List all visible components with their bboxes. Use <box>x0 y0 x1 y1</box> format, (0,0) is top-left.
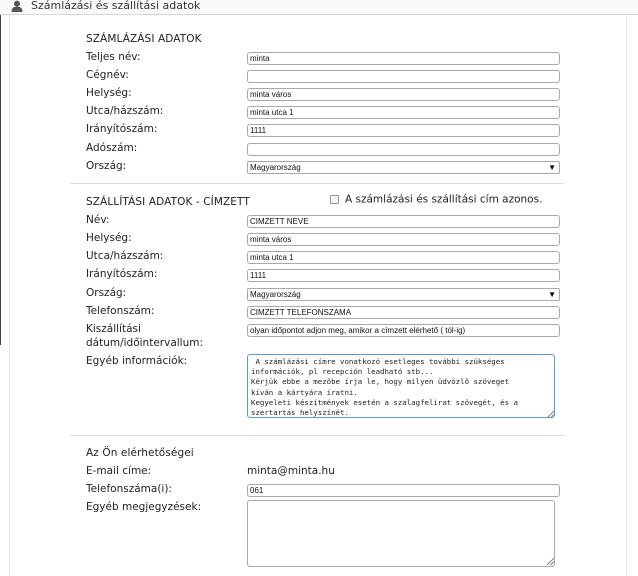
recipient-phone-label: Telefonszám: <box>86 305 155 317</box>
user-icon <box>11 0 23 12</box>
shipping-country-select[interactable] <box>247 288 560 301</box>
caret-down-icon: ▼ <box>548 163 556 172</box>
recipient-phone-input[interactable]: CIMZETT TELEFONSZAMA <box>247 306 560 319</box>
full-name-input[interactable]: minta <box>247 52 560 65</box>
resize-grip-icon[interactable] <box>547 411 554 418</box>
billing-country-select[interactable] <box>247 161 560 174</box>
delivery-time-label-line1: Kiszállítási <box>86 323 141 335</box>
phone-input[interactable]: 061 <box>247 484 560 497</box>
shipping-zip-input[interactable]: 1111 <box>247 269 560 282</box>
tax-number-input[interactable] <box>247 143 560 156</box>
divider <box>70 183 564 184</box>
other-info-label: Egyéb információk: <box>86 355 188 367</box>
recipient-name-label: Név: <box>86 214 110 226</box>
other-info-textarea[interactable]: A számlázási címre vonatkozó esetleges további szükséges információk, pl recepción leadható stb... Kérjük ebbe a mezőbe írja le, hogy milyen üdvözlő szöveget kíván a kártyára íratni. Kegyeleti készítmények esetén a szalagfelirat szövegét, és a szertartás helyszínét. <box>247 354 555 418</box>
left-rail <box>0 15 1 345</box>
billing-city-input[interactable]: minta város <box>247 88 560 101</box>
shipping-section-title: SZÁLLÍTÁSI ADATOK - CÍMZETT <box>86 196 250 208</box>
billing-zip-input[interactable]: 1111 <box>247 124 560 137</box>
billing-section-title: SZÁMLÁZÁSI ADATOK <box>86 33 202 45</box>
resize-grip-icon[interactable] <box>547 558 554 565</box>
company-input[interactable] <box>247 70 560 83</box>
shipping-city-input[interactable]: minta város <box>247 233 560 246</box>
shipping-street-label: Utca/házszám: <box>86 250 164 262</box>
notes-label: Egyéb megjegyzések: <box>86 501 202 513</box>
section-header <box>0 0 638 15</box>
delivery-time-label-line2: dátum/időintervallum: <box>86 337 204 349</box>
notes-textarea[interactable] <box>247 500 555 567</box>
same-address-checkbox[interactable] <box>330 195 339 204</box>
shipping-street-input[interactable]: minta utca 1 <box>247 251 560 264</box>
full-name-label: Teljes név: <box>86 51 141 63</box>
billing-country-label: Ország: <box>86 160 127 172</box>
phone-label: Telefonszáma(i): <box>86 483 172 495</box>
same-address-label: A számlázási és szállítási cím azonos. <box>345 193 543 206</box>
shipping-zip-label: Irányítószám: <box>86 268 158 280</box>
billing-street-label: Utca/házszám: <box>86 105 164 117</box>
billing-city-label: Helység: <box>86 87 132 99</box>
shipping-country-value: Magyarország <box>250 290 301 299</box>
recipient-name-input[interactable]: CIMZETT NEVE <box>247 215 560 228</box>
same-address-row[interactable] <box>330 189 542 208</box>
billing-country-value: Magyarország <box>250 163 301 172</box>
email-value: minta@minta.hu <box>247 465 335 477</box>
email-label: E-mail címe: <box>86 465 152 477</box>
divider <box>70 435 564 436</box>
tax-number-label: Adószám: <box>86 142 138 154</box>
billing-zip-label: Irányítószám: <box>86 123 158 135</box>
caret-down-icon: ▼ <box>548 290 556 299</box>
billing-street-input[interactable]: minta utca 1 <box>247 106 560 119</box>
shipping-country-label: Ország: <box>86 287 127 299</box>
delivery-time-input[interactable]: olyan időpontot adjon meg, amikor a címzett elérhető ( tól-ig) <box>247 324 560 337</box>
company-label: Cégnév: <box>86 69 129 81</box>
shipping-city-label: Helység: <box>86 232 132 244</box>
section-header-title: Számlázási és szállítási adatok <box>31 0 201 12</box>
contact-section-title: Az Ön elérhetőségei <box>86 447 194 459</box>
